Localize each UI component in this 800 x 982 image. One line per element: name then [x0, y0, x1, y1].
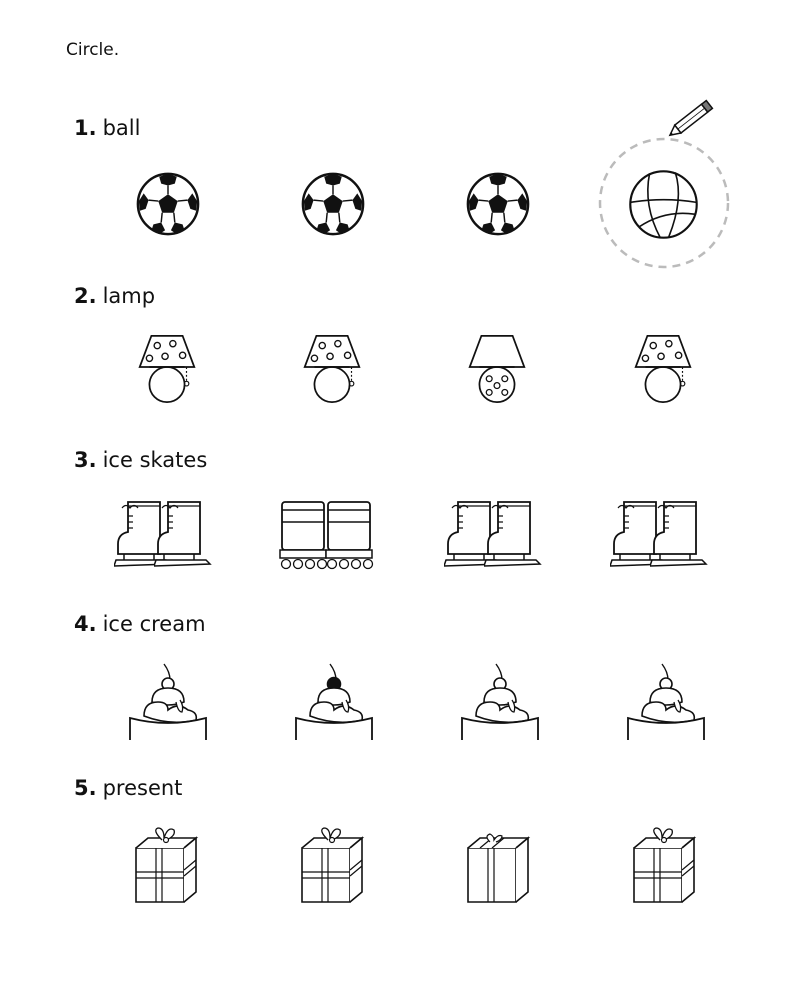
- ice-skates-icon[interactable]: [442, 496, 542, 578]
- roller-skates-icon[interactable]: [276, 496, 376, 578]
- item-3-title: [74, 448, 207, 472]
- ice-cream-icon[interactable]: [128, 660, 208, 744]
- ice-skates-icon[interactable]: [112, 496, 212, 578]
- worksheet-instruction: Circle.: [66, 40, 120, 60]
- soccer-ball-icon[interactable]: [134, 170, 202, 238]
- pencil-icon: [668, 96, 716, 140]
- lamp-odd-icon[interactable]: [458, 330, 536, 408]
- item-3-word: ice skates: [102, 448, 208, 472]
- item-5-word: present: [102, 776, 183, 800]
- ice-cream-dark-cherry-icon[interactable]: [294, 660, 374, 744]
- present-icon[interactable]: [128, 824, 208, 908]
- item-4-title: [74, 612, 206, 636]
- lamp-icon[interactable]: [293, 330, 371, 408]
- present-icon[interactable]: [294, 824, 374, 908]
- item-2-word: lamp: [102, 284, 156, 308]
- basketball-icon[interactable]: [626, 167, 701, 242]
- item-1-title: [74, 116, 140, 140]
- item-2-title: [74, 284, 155, 308]
- present-odd-icon[interactable]: [460, 824, 540, 908]
- item-4-word: ice cream: [102, 612, 206, 636]
- present-icon[interactable]: [626, 824, 706, 908]
- item-5-title: [74, 776, 182, 800]
- item-1-word: ball: [102, 116, 141, 140]
- ice-skates-icon[interactable]: [608, 496, 708, 578]
- item-1-number: 1.: [74, 116, 97, 140]
- soccer-ball-icon[interactable]: [299, 170, 367, 238]
- item-5-number: 5.: [74, 776, 97, 800]
- soccer-ball-icon[interactable]: [464, 170, 532, 238]
- ice-cream-icon[interactable]: [460, 660, 540, 744]
- lamp-icon[interactable]: [624, 330, 702, 408]
- item-4-number: 4.: [74, 612, 97, 636]
- item-3-number: 3.: [74, 448, 97, 472]
- lamp-icon[interactable]: [128, 330, 206, 408]
- item-2-number: 2.: [74, 284, 97, 308]
- ice-cream-icon[interactable]: [626, 660, 706, 744]
